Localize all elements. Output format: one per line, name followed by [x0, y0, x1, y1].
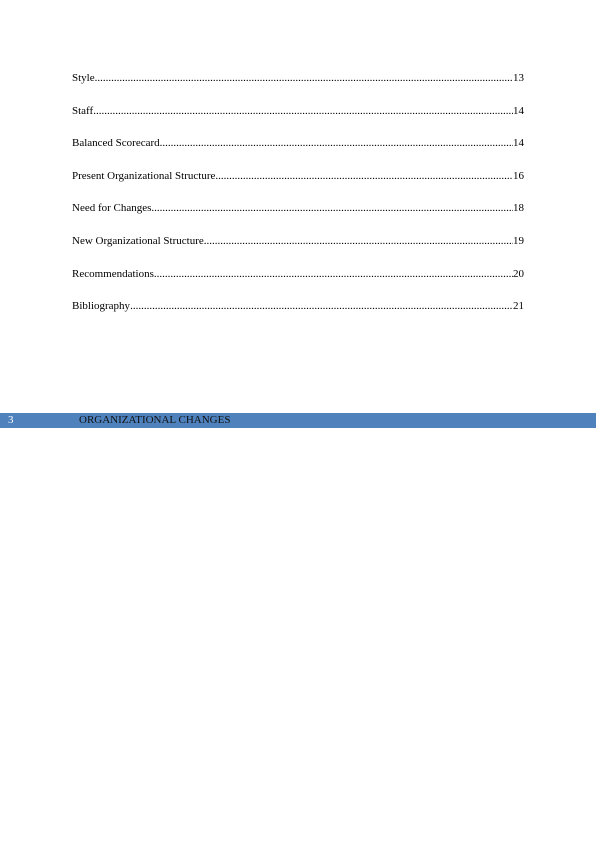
- toc-entry-title: Recommendations: [72, 267, 154, 280]
- toc-entry-bibliography[interactable]: [72, 300, 524, 333]
- toc-dot-leader: [154, 268, 513, 281]
- table-of-contents: [72, 72, 524, 333]
- toc-entry-staff[interactable]: [72, 105, 524, 138]
- toc-entry-page: 21: [513, 300, 524, 313]
- toc-dot-leader: [95, 72, 513, 85]
- toc-dot-leader: [160, 137, 513, 150]
- toc-entry-page: 19: [513, 234, 524, 247]
- toc-dot-leader: [151, 202, 513, 215]
- toc-entry-page: 18: [513, 202, 524, 215]
- toc-entry-title: Style: [72, 72, 95, 84]
- toc-entry-balanced-scorecard[interactable]: [72, 137, 524, 170]
- toc-dot-leader: [215, 170, 513, 183]
- toc-entry-new-organizational-structure[interactable]: [72, 235, 524, 268]
- toc-entry-page: 16: [513, 169, 524, 182]
- toc-dot-leader: [130, 300, 513, 313]
- toc-entry-page: 20: [513, 267, 524, 280]
- footer-band: [0, 413, 596, 428]
- toc-entry-title: New Organizational Structure: [72, 234, 204, 247]
- toc-entry-present-organizational-structure[interactable]: [72, 170, 524, 203]
- toc-entry-title: Staff: [72, 104, 94, 117]
- footer-running-title: ORGANIZATIONAL CHANGES: [79, 414, 231, 426]
- toc-entry-title: Need for Changes: [72, 202, 152, 215]
- toc-entry-title: Present Organizational Structure: [72, 169, 216, 182]
- footer-page-number: 3: [8, 414, 14, 426]
- toc-entry-style[interactable]: [72, 72, 524, 105]
- toc-entry-recommendations[interactable]: [72, 268, 524, 301]
- toc-entry-page: 14: [513, 137, 524, 150]
- toc-dot-leader: [93, 105, 513, 118]
- toc-entry-need-for-changes[interactable]: [72, 202, 524, 235]
- toc-dot-leader: [204, 235, 513, 248]
- toc-entry-page: 14: [513, 104, 524, 117]
- toc-entry-title: Bibliography: [72, 300, 131, 313]
- toc-entry-page: 13: [513, 72, 524, 84]
- toc-entry-title: Balanced Scorecard: [72, 137, 160, 150]
